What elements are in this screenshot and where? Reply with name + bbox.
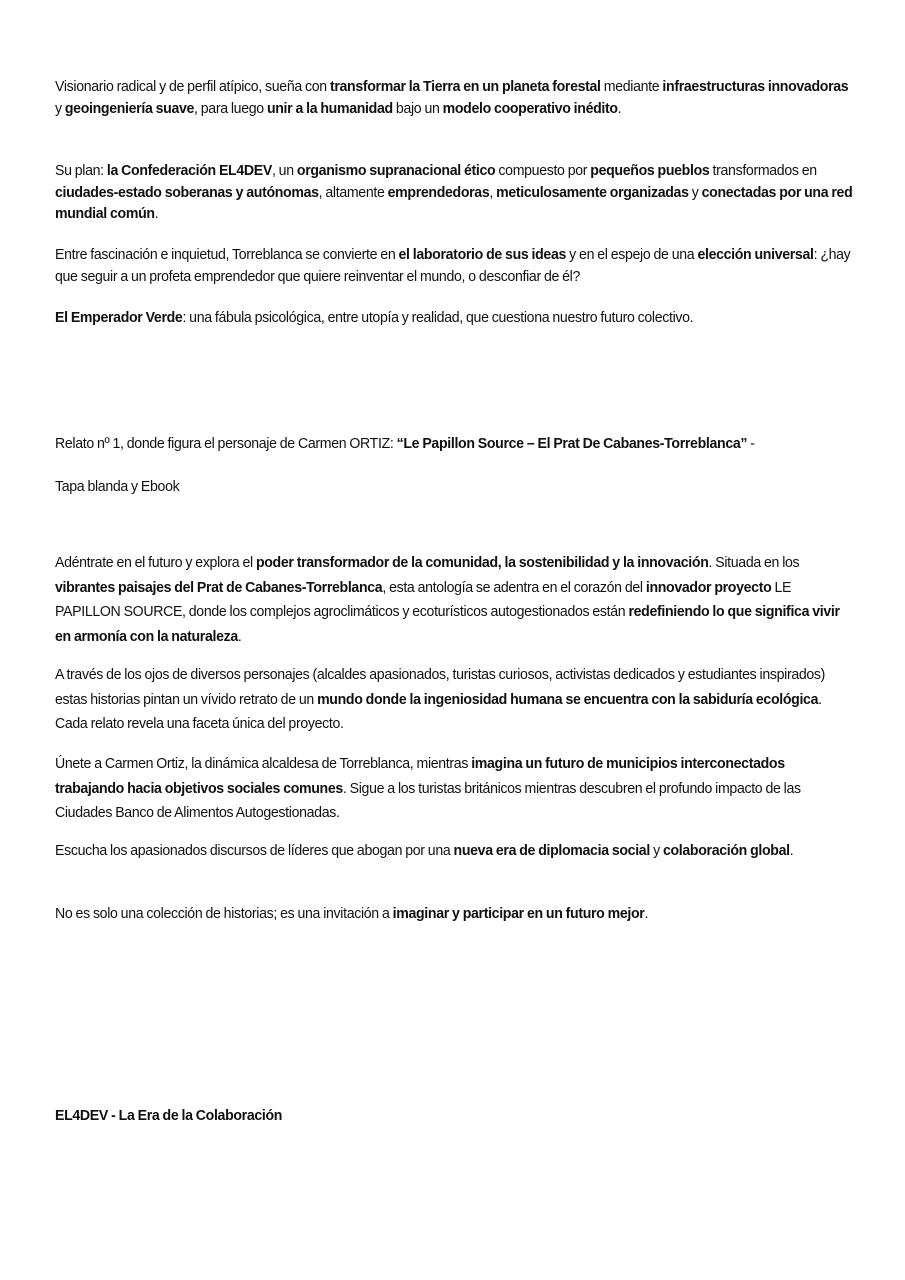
text-run: , esta antología se adentra en el corazón del [382,578,646,596]
bold-text-run: EL4DEV - La Era de la Colaboración [55,1107,283,1124]
text-run: . Cada relato revela una faceta única del proyecto. [55,690,822,732]
bold-text-run: emprendedoras [387,183,490,201]
adentrate-paragraph [55,551,855,649]
bold-text-run: pequeños pueblos [590,162,710,179]
text-run: . [154,205,159,222]
bold-text-run: poder transformador de la comunidad, la sostenibilidad y la innovación [255,554,709,571]
bold-text-run: “Le Papillon Source – El Prat De Cabanes-Torreblanca” [396,435,748,452]
bold-text-run: geoingeniería suave [64,99,195,117]
footer-title [55,1105,855,1127]
escucha-paragraph [55,839,855,864]
invitacion-paragraph [55,902,855,927]
text-run: y [688,183,702,201]
text-run: . [237,627,242,645]
text-run: : ¿hay que seguir a un profeta emprendedor que quiere reinventar el mundo, o desconfiar de él? [55,246,851,285]
bold-text-run: transformar la Tierra en un planeta forestal [329,78,601,95]
unete-paragraph [55,752,855,826]
torreblanca-paragraph [55,244,855,287]
text-run: A través de los ojos de diversos personajes (alcaldes apasionados, turistas curiosos, activistas dedicados y estudiantes inspirados) estas historias pintan un vívido retrato de un [55,666,826,708]
bold-text-run: la Confederación EL4DEV [106,162,272,179]
text-run: bajo un [392,99,443,117]
text-run: . Situada en los [708,554,800,571]
text-run: , para luego [194,99,267,117]
bold-text-run: colaboración global [662,842,790,859]
plan-paragraph [55,160,855,225]
text-run: , un [271,162,297,179]
text-run: Adéntrate en el futuro y explora el [55,554,256,571]
bold-text-run: organismo supranacional ético [296,162,496,179]
text-run: . [789,842,794,859]
text-run: mediante [600,78,663,95]
emperador-verde-paragraph [55,307,855,329]
text-run: Únete a Carmen Ortiz, la dinámica alcaldesa de Torreblanca, mientras [55,755,472,772]
bold-text-run: redefiniendo lo que significa vivir en armonía con la naturaleza [55,603,840,645]
intro-paragraph [55,76,855,119]
bold-text-run: unir a la humanidad [266,99,393,117]
relato-paragraph [55,433,855,455]
bold-text-run: el laboratorio de sus ideas [398,246,567,263]
text-run: Relato nº 1, donde figura el personaje de Carmen ORTIZ: [55,435,397,452]
text-run: , altamente [318,183,388,201]
bold-text-run: mundo donde la ingeniosidad humana se encuentra con la sabiduría ecológica [317,690,819,708]
text-run: Escucha los apasionados discursos de líderes que abogan por una [55,842,454,859]
bold-text-run: infraestructuras innovadoras [662,78,849,95]
text-run: . [644,905,649,922]
text-run: transformados en [709,162,817,179]
bold-text-run: nueva era de diplomacia social [453,842,650,859]
text-run: y en el espejo de una [566,246,698,263]
text-run: No es solo una colección de historias; es una invitación a [55,905,393,922]
text-run: , [489,183,497,201]
text-run: : una fábula psicológica, entre utopía y realidad, que cuestiona nuestro futuro colectivo. [182,309,694,326]
text-run: y [649,842,663,859]
bold-text-run: elección universal [697,246,814,263]
text-run: . [617,99,622,117]
bold-text-run: imagina un futuro de municipios interconectados trabajando hacia objetivos sociales comunes [55,755,785,797]
bold-text-run: El Emperador Verde [55,309,183,326]
formato-paragraph [55,476,855,498]
text-run: Visionario radical y de perfil atípico, sueña con [55,78,330,95]
text-run: compuesto por [495,162,591,179]
text-run: Su plan: [55,162,107,179]
bold-text-run: ciudades-estado soberanas y autónomas [55,183,319,201]
ojos-paragraph [55,663,855,737]
bold-text-run: imaginar y participar en un futuro mejor [392,905,645,922]
text-run: y [55,99,65,117]
bold-text-run: meticulosamente organizadas [496,183,689,201]
text-run: Entre fascinación e inquietud, Torreblanca se convierte en [55,246,399,263]
bold-text-run: modelo cooperativo inédito [442,99,618,117]
text-run: . Sigue a los turistas británicos mientras descubren el profundo impacto de las Ciudades Banco de Alimentos Autogestionadas. [55,779,801,821]
text-run: Tapa blanda y Ebook [55,478,180,495]
bold-text-run: conectadas por una red mundial común [55,183,853,222]
bold-text-run: vibrantes paisajes del Prat de Cabanes-Torreblanca [55,578,383,596]
bold-text-run: innovador proyecto [645,578,772,596]
text-run: LE PAPILLON SOURCE, donde los complejos agroclimáticos y ecoturísticos autogestionados están [55,578,792,620]
text-run: - [747,435,755,452]
